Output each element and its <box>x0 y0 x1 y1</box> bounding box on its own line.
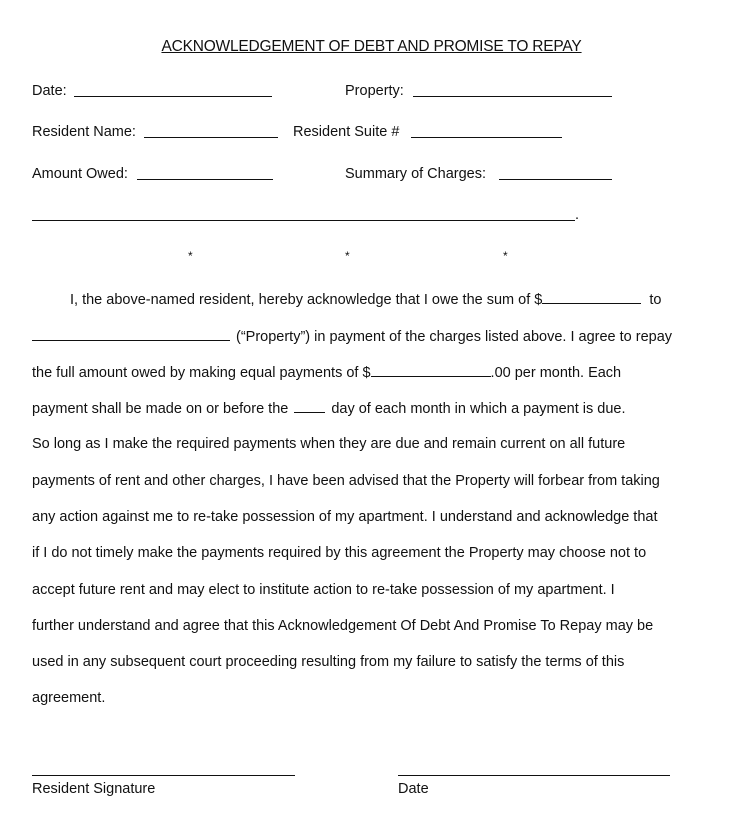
body-line-12: agreement. <box>32 690 106 706</box>
property-label: Property: <box>345 83 404 99</box>
body-text: to <box>649 292 662 308</box>
body-line-4 <box>32 399 712 418</box>
resident-signature-field[interactable] <box>32 775 295 776</box>
body-text: payment shall be made on or before the <box>32 401 289 417</box>
separator-star: * <box>188 249 193 263</box>
body-text: (“Property”) in payment of the charges listed above. I agree to repay <box>236 329 673 345</box>
body-line-5: So long as I make the required payments when they are due and remain current on all future <box>32 436 626 452</box>
separator-star: * <box>345 249 350 263</box>
separator-star: * <box>503 249 508 263</box>
payment-day-field[interactable] <box>294 399 325 413</box>
amount-owed-field[interactable] <box>137 179 273 180</box>
body-line-9: accept future rent and may elect to institute action to re-take possession of my apartment. I <box>32 582 615 598</box>
date-field[interactable] <box>74 96 272 97</box>
body-text: the full amount owed by making equal payments of $ <box>32 365 371 381</box>
summary-of-charges-label: Summary of Charges: <box>345 166 487 182</box>
signature-date-label: Date <box>398 781 429 797</box>
body-line-8: if I do not timely make the payments required by this agreement the Property may choose not to <box>32 545 647 561</box>
body-line-10: further understand and agree that this Acknowledgement Of Debt And Promise To Repay may be <box>32 618 654 634</box>
property-name-field[interactable] <box>32 327 230 341</box>
sum-owed-field[interactable] <box>542 290 641 304</box>
property-field[interactable] <box>413 96 612 97</box>
body-text: day of each month in which a payment is due. <box>331 401 626 417</box>
resident-signature-label: Resident Signature <box>32 781 156 797</box>
payment-amount-field[interactable] <box>371 363 491 377</box>
body-line-3 <box>32 363 712 382</box>
signature-date-field[interactable] <box>398 775 670 776</box>
summary-period: . <box>575 207 580 223</box>
page-title: ACKNOWLEDGEMENT OF DEBT AND PROMISE TO REPAY <box>161 38 582 55</box>
body-line-7: any action against me to re-take possession of my apartment. I understand and acknowledge that <box>32 509 658 525</box>
body-line-6: payments of rent and other charges, I have been advised that the Property will forbear from taking <box>32 473 660 489</box>
body-text: I, the above-named resident, hereby acknowledge that I owe the sum of $ <box>70 292 543 308</box>
amount-owed-label: Amount Owed: <box>32 166 128 182</box>
resident-name-field[interactable] <box>144 137 278 138</box>
body-text: .00 per month. Each <box>490 365 622 381</box>
resident-name-label: Resident Name: <box>32 124 136 140</box>
summary-of-charges-field[interactable] <box>499 179 612 180</box>
body-line-11: used in any subsequent court proceeding resulting from my failure to satisfy the terms of this <box>32 654 625 670</box>
date-label: Date: <box>32 83 67 99</box>
body-line-2 <box>32 327 712 346</box>
summary-continuation-field[interactable] <box>32 220 575 221</box>
body-line-1 <box>32 290 712 309</box>
resident-suite-field[interactable] <box>411 137 562 138</box>
resident-suite-label: Resident Suite # <box>293 124 400 140</box>
